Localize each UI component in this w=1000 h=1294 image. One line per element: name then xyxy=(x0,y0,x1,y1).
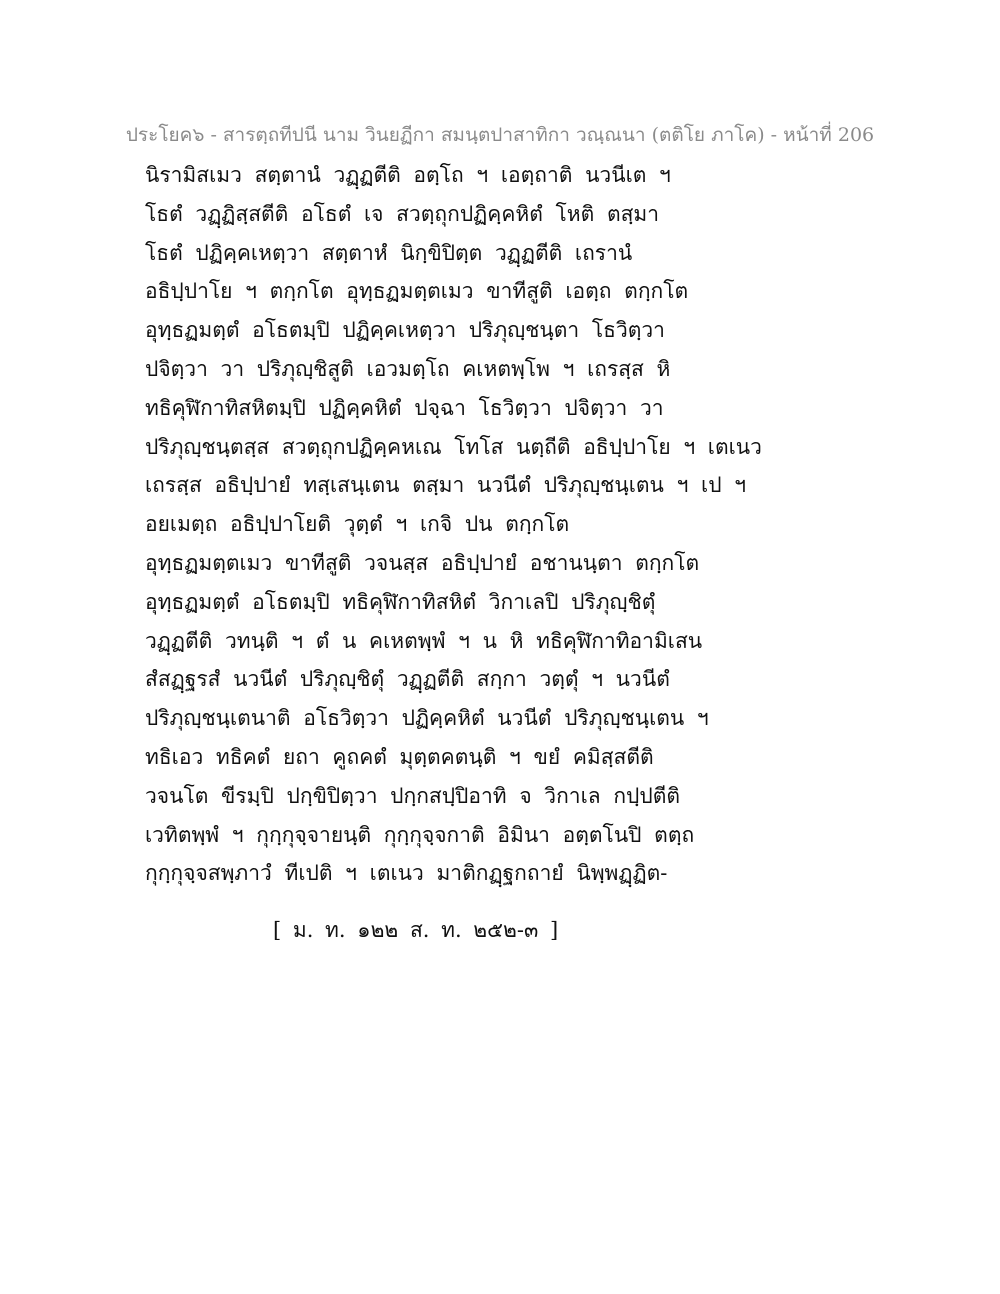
reference-citation: [ ม. ท. ๑๒๒ ส. ท. ๒๕๒-๓ ] xyxy=(273,918,559,942)
text-line: อุทฺธฏมตฺตเมว ขาทีสูติ วจนสฺส อธิปฺปายํ อชานนฺตา ตกฺกโต xyxy=(145,550,700,575)
text-line: โธตํ วฏฺฏิสฺสตีติ อโธตํ เจ สวตฺถุกปฏิคฺคหิตํ โหติ ตสฺมา xyxy=(145,201,660,226)
text-line: เถรสฺส อธิปฺปายํ ทสฺเสนฺเตน ตสฺมา นวนีตํ ปริภุญฺชนฺเตน ฯ เป ฯ xyxy=(145,473,747,498)
text-line: วฏฺฏตีติ วทนฺติ ฯ ตํ น คเหตพฺพํ ฯ น หิ ทธิคุฬิกาทิอามิเสน xyxy=(145,628,703,653)
text-line: อุทฺธฏมตฺตํ อโธตมฺปิ ปฏิคฺคเหตฺวา ปริภุญฺชนฺตา โธวิตฺวา xyxy=(145,318,665,343)
text-line: นิรามิสเมว สตฺตานํ วฏฺฏตีติ อตฺโถ ฯ เอตฺถาติ นวนีเต ฯ xyxy=(145,163,671,187)
text-line: ทธิคุฬิกาทิสหิตมฺปิ ปฏิคฺคหิตํ ปจฺฉา โธวิตฺวา ปจิตฺวา วา xyxy=(145,395,664,420)
text-line: โธตํ ปฏิคฺคเหตฺวา สตฺตาหํ นิกฺขิปิตฺต วฏฺฏตีติ เถรานํ xyxy=(145,240,633,265)
text-line: ปริภุญฺชนฺเตนาติ อโธวิตฺวา ปฏิคฺคหิตํ นวนีตํ ปริภุญฺชนฺเตน ฯ xyxy=(145,706,709,731)
text-line: อุทฺธฏมตฺตํ อโธตมฺปิ ทธิคุฬิกาทิสหิตํ วิกาเลปิ ปริภุญฺชิตุํ xyxy=(145,589,656,614)
text-line: ปริภุญฺชนฺตสฺส สวตฺถุกปฏิคฺคหเณ โทโส นตฺถีติ อธิปฺปาโย ฯ เตเนว xyxy=(145,434,762,459)
text-line: ทธิเอว ทธิคตํ ยถา คูถคตํ มุตฺตคตนฺติ ฯ ขยํ คมิสฺสตีติ xyxy=(145,744,654,769)
text-line: อยเมตฺถ อธิปฺปาโยติ วุตฺตํ ฯ เกจิ ปน ตกฺกโต xyxy=(145,512,570,537)
text-line: ปจิตฺวา วา ปริภุญฺชิสูติ เอวมตฺโถ คเหตพฺโพ ฯ เถรสฺส หิ xyxy=(145,356,671,381)
page-header-text: ประโยค๖ - สารตฺถทีปนี นาม วินยฏีกา สมนฺตปาสาทิกา วณฺณนา (ตติโย ภาโค) - หน้าที่ 206 xyxy=(125,124,875,146)
text-line: เวทิตพฺพํ ฯ กุกฺกุจฺจายนฺติ กุกฺกุจฺจกาติ อิมินา อตฺตโนปิ ตตฺถ xyxy=(145,822,695,847)
body-text xyxy=(145,156,865,893)
text-line: กุกฺกุจฺจสพฺภาวํ ทีเปติ ฯ เตเนว มาติกฏฺฐกถายํ นิพฺพฏฺฏิต- xyxy=(145,861,668,886)
text-line: อธิปฺปาโย ฯ ตกฺกโต อุทฺธฏมตฺตเมว ขาทีสูติ เอตฺถ ตกฺกโต xyxy=(145,279,689,304)
page-header xyxy=(0,121,1000,149)
text-line: วจนโต ขีรมฺปิ ปกฺขิปิตฺวา ปกฺกสปฺปิอาทิ จ วิกาเล กปฺปตีติ xyxy=(145,783,680,808)
text-line: สํสฏฺฐรสํ นวนีตํ ปริภุญฺชิตุํ วฏฺฏตีติ สกฺกา วตฺตุํ ฯ นวนีตํ xyxy=(145,667,670,692)
